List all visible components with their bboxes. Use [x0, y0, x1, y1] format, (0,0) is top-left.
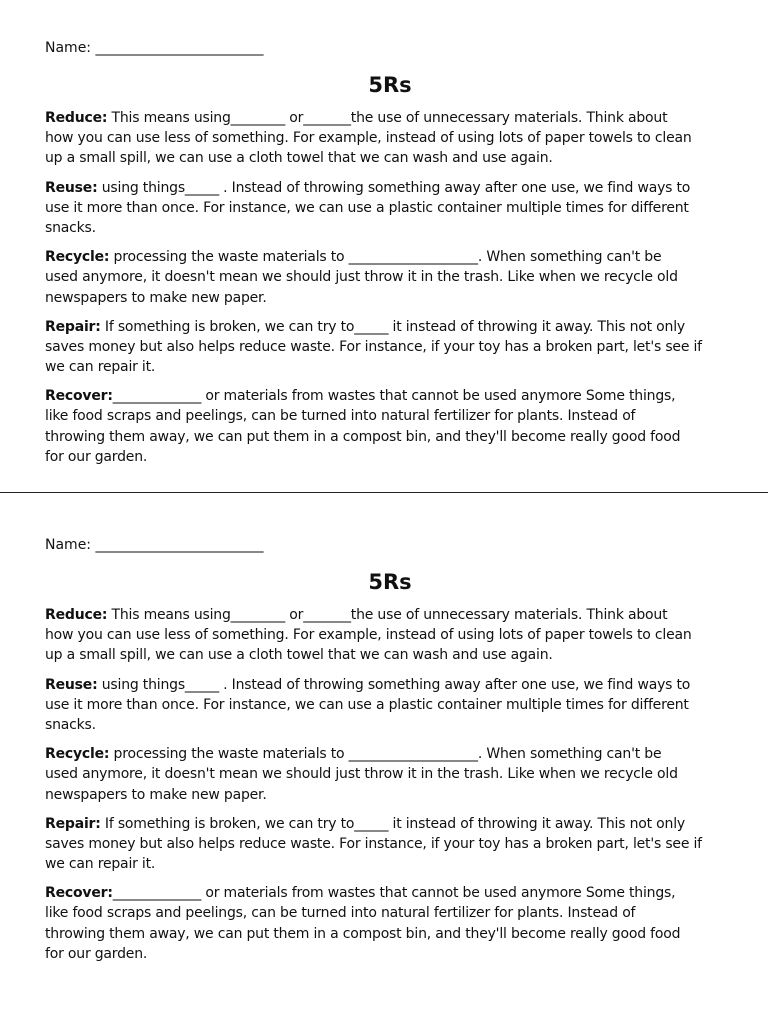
term-recover: Recover: — [45, 388, 113, 405]
term-reuse: Reuse: — [45, 179, 98, 196]
term-reduce: Reduce: — [45, 110, 108, 126]
term-reuse: Reuse: — [45, 676, 98, 693]
section-line: newspapers to make new paper. — [45, 289, 267, 306]
section-line: like food scraps and peelings, can be turned into natural fertilizer for plants. Instead of — [45, 905, 636, 922]
section-line: This means using________ or_______the use of unnecessary materials. Think about — [107, 110, 668, 126]
section-line: using things_____ . Instead of throwing something away after one use, we find ways to — [97, 676, 691, 693]
section-reuse — [45, 178, 735, 239]
section-repair — [45, 814, 735, 875]
section-reduce — [45, 108, 735, 169]
section-line: throwing them away, we can put them in a compost bin, and they'll become really good food — [45, 925, 681, 942]
section-line: for our garden. — [45, 945, 148, 962]
section-recover — [45, 883, 735, 964]
section-line: _____________ or materials from wastes that cannot be used anymore Some things, — [112, 885, 676, 902]
worksheet-title: 5Rs — [368, 570, 412, 594]
section-line: how you can use less of something. For example, instead of using lots of paper towels to clean — [45, 130, 692, 147]
worksheet-top — [45, 38, 735, 476]
section-line: saves money but also helps reduce waste. For instance, if your toy has a broken part, let's see if — [45, 338, 702, 355]
section-line: throwing them away, we can put them in a compost bin, and they'll become really good food — [45, 428, 681, 445]
section-line: use it more than once. For instance, we can use a plastic container multiple times for different — [45, 696, 689, 713]
section-reuse — [45, 675, 735, 736]
cut-line-divider — [0, 492, 768, 493]
term-repair: Repair: — [45, 318, 101, 335]
section-line: using things_____ . Instead of throwing something away after one use, we find ways to — [97, 179, 691, 196]
section-line: up a small spill, we can use a cloth towel that we can wash and use again. — [45, 647, 553, 664]
section-line: snacks. — [45, 716, 96, 733]
section-line: If something is broken, we can try to_____ it instead of throwing it away. This not only — [100, 815, 685, 832]
section-line: we can repair it. — [45, 856, 156, 873]
section-reduce — [45, 605, 735, 666]
section-line: up a small spill, we can use a cloth towel that we can wash and use again. — [45, 150, 553, 167]
section-line: saves money but also helps reduce waste. For instance, if your toy has a broken part, let's see if — [45, 835, 702, 852]
section-recycle — [45, 247, 735, 308]
section-line: used anymore, it doesn't mean we should just throw it in the trash. Like when we recycle old — [45, 269, 678, 286]
section-line: _____________ or materials from wastes that cannot be used anymore Some things, — [112, 388, 676, 405]
section-line: we can repair it. — [45, 359, 156, 376]
section-line: processing the waste materials to ___________________. When something can't be — [109, 746, 662, 763]
section-line: used anymore, it doesn't mean we should just throw it in the trash. Like when we recycle old — [45, 766, 678, 783]
section-line: how you can use less of something. For example, instead of using lots of paper towels to clean — [45, 627, 692, 644]
term-recycle: Recycle: — [45, 746, 110, 763]
worksheet-bottom — [45, 535, 735, 973]
section-recycle — [45, 744, 735, 805]
term-recycle: Recycle: — [45, 249, 110, 266]
term-reduce: Reduce: — [45, 607, 108, 623]
section-line: processing the waste materials to ___________________. When something can't be — [109, 249, 662, 266]
section-line: use it more than once. For instance, we can use a plastic container multiple times for different — [45, 199, 689, 216]
section-line: If something is broken, we can try to_____ it instead of throwing it away. This not only — [100, 318, 685, 335]
section-recover — [45, 386, 735, 467]
section-line: newspapers to make new paper. — [45, 786, 267, 803]
name-field-label: Name: ________________________ — [45, 537, 264, 553]
section-line: This means using________ or_______the use of unnecessary materials. Think about — [107, 607, 668, 623]
section-line: for our garden. — [45, 448, 148, 465]
term-recover: Recover: — [45, 885, 113, 902]
worksheet-title: 5Rs — [368, 73, 412, 97]
section-line: like food scraps and peelings, can be turned into natural fertilizer for plants. Instead of — [45, 408, 636, 425]
term-repair: Repair: — [45, 815, 101, 832]
name-field-label: Name: ________________________ — [45, 40, 264, 56]
section-line: snacks. — [45, 219, 96, 236]
section-repair — [45, 317, 735, 378]
